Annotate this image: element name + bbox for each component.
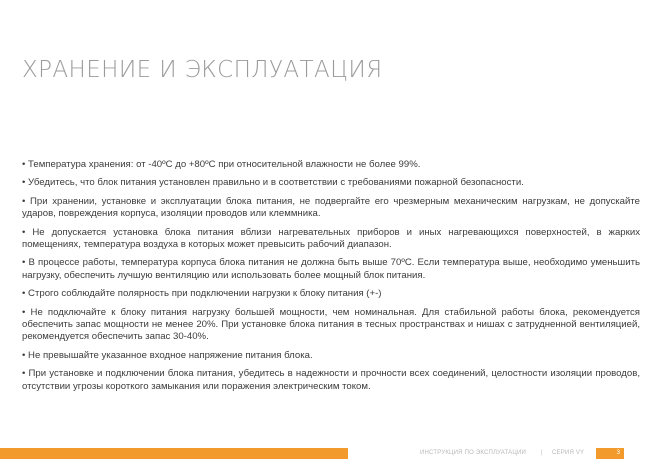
page-number: 3 — [616, 450, 620, 456]
footer-accent-bar — [0, 448, 348, 459]
footer-series-label: СЕРИЯ VY — [552, 450, 585, 456]
bullet-list — [22, 159, 640, 399]
list-item: • Убедитесь, что блок питания установлен правильно и в соответствии с требованиями пожарной безопасности. — [22, 177, 640, 189]
footer — [0, 448, 660, 462]
page-number-badge — [596, 448, 624, 459]
list-item: • Строго соблюдайте полярность при подключении нагрузки к блоку питания (+-) — [22, 288, 640, 300]
list-item: • Не подключайте к блоку питания нагрузку большей мощности, чем номинальная. Для стабильной работы блока, рекомендуется обеспечить запас мощности не менее 20%. При установке блока питания в тесных пространствах и нишах с затрудненной вентиляцией, рекомендуется обеспечить запас 30-40%. — [22, 307, 640, 344]
list-item: • При хранении, установке и эксплуатации блока питания, не подвергайте его чрезмерным механическим нагрузкам, не допускайте ударов, повреждения корпуса, изоляции проводов или клеммника. — [22, 196, 640, 221]
list-item: • Температура хранения: от -40ºС до +80ºС при относительной влажности не более 99%. — [22, 159, 640, 171]
footer-doc-label: ИНСТРУКЦИЯ ПО ЭКСПЛУАТАЦИИ — [420, 450, 527, 456]
list-item: • Не превышайте указанное входное напряжение питания блока. — [22, 350, 640, 362]
list-item: • При установке и подключении блока питания, убедитесь в надежности и прочности всех соединений, целостности изоляции проводов, отсутствии угрозы короткого замыкания или поражения электрическим током. — [22, 368, 640, 393]
footer-separator: | — [541, 450, 543, 456]
list-item: • Не допускается установка блока питания вблизи нагревательных приборов и иных нагревающихся поверхностей, в жарких помещениях, температура воздуха в которых может превысить рабочий диапазон. — [22, 227, 640, 252]
page-title: ХРАНЕНИЕ И ЭКСПЛУАТАЦИЯ — [22, 57, 383, 83]
list-item: • В процессе работы, температура корпуса блока питания не должна быть выше 70ºС. Если температура выше, необходимо уменьшить нагрузку, обеспечить лучшую вентиляцию или использовать более мощный блок питания. — [22, 257, 640, 282]
